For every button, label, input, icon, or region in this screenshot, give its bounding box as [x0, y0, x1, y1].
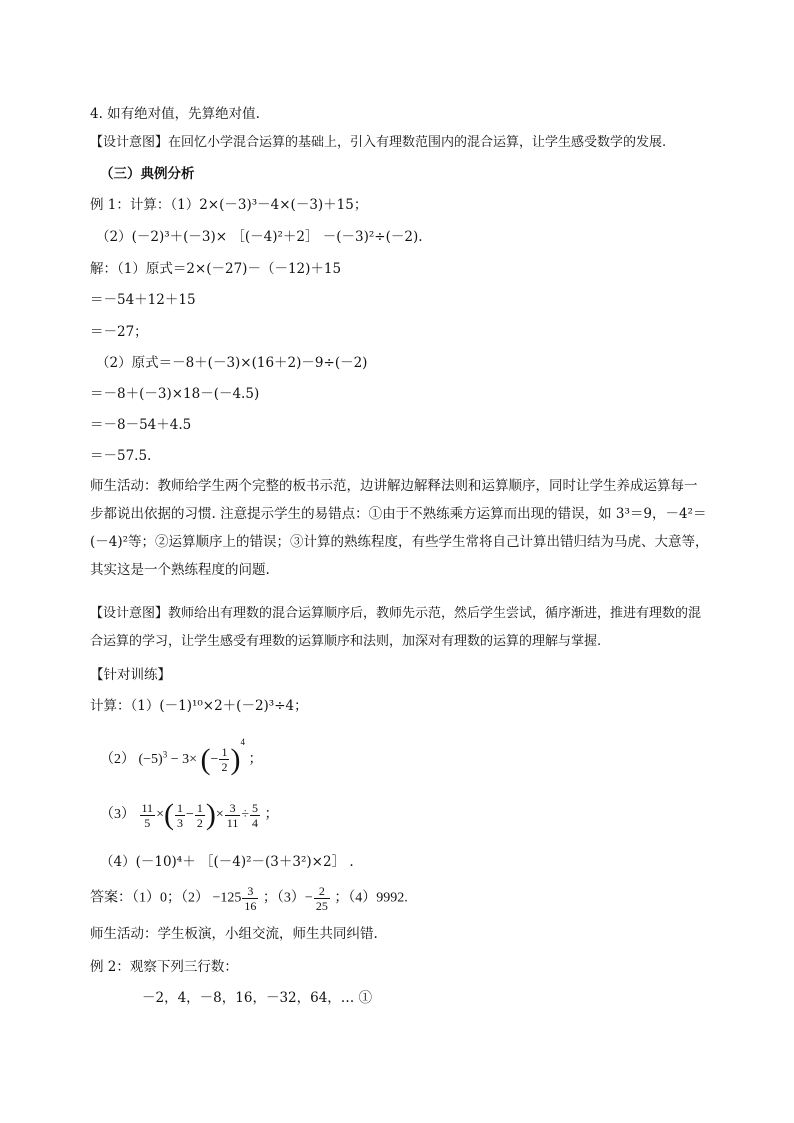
example-1-part-2: （2）(－2)³＋(－3)× ［(－4)²＋2］ －(－3)²÷(－2).	[96, 229, 423, 245]
denominator: 5	[144, 815, 151, 830]
training-3: （3） $\frac{11}{5}$ ×( $\frac{1}{3}$ − $\frac{1}{2}$ )× $\frac{3}{11}$ ÷ $\frac{5}{4}$ ；	[100, 798, 279, 831]
numerator: 1	[221, 745, 228, 760]
denominator: 16	[244, 899, 257, 913]
teacher-student-activity-2: 师生活动：学生板演，小组交流，师生共同纠错.	[90, 926, 378, 942]
item-label: （3）	[100, 807, 135, 823]
design-intent-2: 【设计意图】教师给出有理数的混合运算顺序后，教师先示范，然后学生尝试，循序渐进，推进有理数的混合运算的学习，让学生感受有理数的运算顺序和法则，加深对有理数的运算的理解与掌握.	[90, 606, 702, 649]
section-heading: （三）典例分析	[100, 166, 195, 182]
numerator: 3	[242, 884, 258, 899]
fraction	[242, 884, 258, 913]
training-2: （2） $(-5)^3 - 3\times$ (− $\frac{1}{2}$ )$^4$ ；	[100, 737, 263, 776]
example-1: 例 1：计算：（1）2×(－3)³－4×(－3)＋15；	[90, 197, 368, 213]
answers-middle: ；（3）	[262, 890, 305, 906]
training-heading: 【针对训练】	[90, 667, 171, 683]
base-term: (−5)	[138, 752, 163, 767]
training-4: （4）(－10)⁴＋ ［(－4)²－(3＋3²)×2］ .	[100, 854, 354, 870]
fraction	[140, 801, 156, 830]
terminator: ；	[264, 807, 279, 823]
example-2: 例 2：观察下列三行数：	[90, 959, 238, 975]
fraction	[219, 745, 229, 774]
sequence-1: －2，4，－8，16，－32，64，… ①	[142, 990, 373, 1006]
solution-step: ＝－27；	[90, 324, 148, 340]
denominator: 4	[252, 815, 259, 830]
exponent: 3	[162, 749, 168, 760]
training-1: 计算：（1）(－1)¹⁰×2＋(－2)³÷4；	[90, 698, 308, 714]
answer-2-whole: −125	[212, 890, 242, 906]
numerator: 1	[176, 800, 183, 815]
denominator: 2	[221, 760, 228, 775]
exponent: 4	[240, 737, 245, 747]
fraction	[250, 801, 260, 830]
denominator: 3	[176, 815, 183, 830]
answers-prefix: 答案：（1）0；（2）	[90, 890, 209, 906]
design-intent-1: 【设计意图】在回忆小学混合运算的基础上，引入有理数范围内的混合运算，让学生感受数学的发展.	[90, 135, 667, 150]
item-label: （2）	[100, 752, 135, 767]
answers-end: ；（4）9992.	[334, 890, 408, 906]
numerator: 5	[252, 800, 259, 815]
numerator: 2	[314, 884, 330, 899]
fraction	[225, 801, 241, 830]
left-paren: (	[200, 742, 211, 776]
terminator: ；	[248, 752, 263, 767]
right-paren: )	[230, 742, 241, 776]
denominator: 11	[226, 815, 239, 830]
fraction	[175, 801, 185, 830]
solution-step: ＝－54＋12＋15	[90, 292, 196, 308]
answers: 答案：（1）0；（2） −125 $\frac{3}{16}$ ；（3）− $\frac{2}{25}$ ；（4）9992.	[90, 884, 408, 913]
numerator: 1	[196, 800, 203, 815]
right-paren: )	[205, 798, 216, 831]
denominator: 2	[196, 815, 203, 830]
rule-4: 4. 如有绝对值，先算绝对值.	[90, 106, 260, 122]
numerator: 3	[225, 801, 241, 816]
fraction	[314, 884, 330, 913]
numerator: 11	[141, 800, 154, 815]
left-paren: (	[163, 798, 174, 831]
teacher-student-activity: 师生活动：教师给学生两个完整的板书示范，边讲解边解释法则和运算顺序，同时让学生养成运算每一步都说出依据的习惯. 注意提示学生的易错点：①由于不熟练乘方运算而出现的错误，如 3³＝9，－4²＝(－4)²等；②运算顺序上的错误；③计算的熟练程度，有些学生常将自己计算出错归结为马虎、大意等，其实这是一个熟练程度的问题.	[90, 478, 709, 578]
solution-step: ＝－8－54＋4.5	[90, 417, 192, 433]
solution-1: 解：（1）原式＝2×(－27)－（－12)＋15	[90, 261, 342, 277]
fraction	[195, 801, 205, 830]
operator: − 3×	[170, 752, 198, 767]
solution-step: ＝－57.5.	[90, 448, 152, 464]
solution-step: ＝－8＋(－3)×18－(－4.5)	[90, 386, 260, 402]
denominator: 25	[315, 899, 328, 913]
solution-2: （2）原式＝－8＋(－3)×(16＋2)－9÷(－2)	[96, 355, 368, 371]
